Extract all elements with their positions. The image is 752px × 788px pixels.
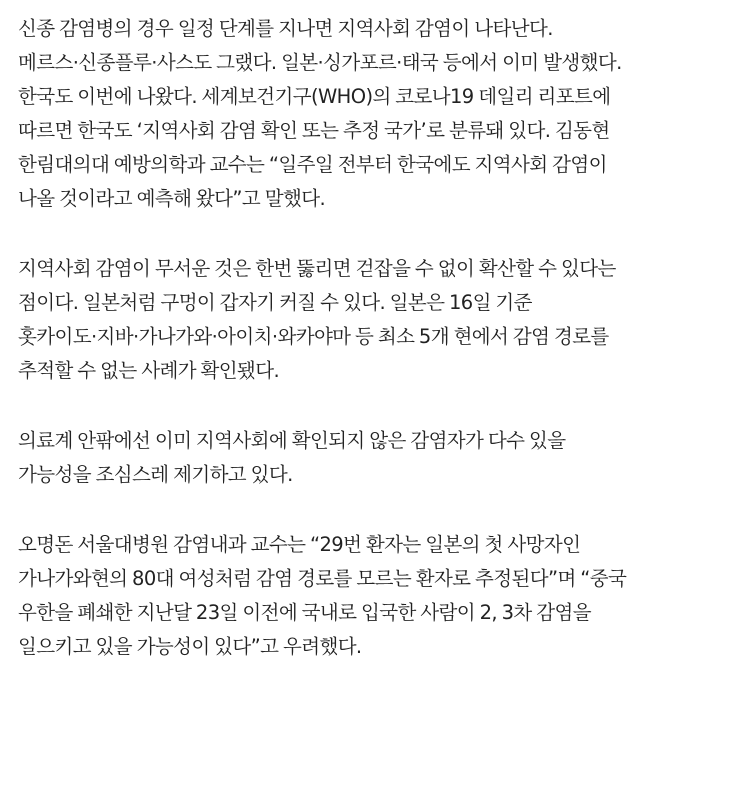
text-line: 추적할 수 없는 사례가 확인됐다. [18, 359, 280, 382]
text-line: 메르스·신종플루·사스도 그랬다. 일본·싱가포르·태국 등에서 이미 발생했다. [18, 51, 622, 74]
text-line: 홋카이도·지바·가나가와·아이치·와카야마 등 최소 5개 현에서 감염 경로를 [18, 325, 609, 348]
paragraph-4 [18, 528, 746, 664]
text-line: 신종 감염병의 경우 일정 단계를 지나면 지역사회 감염이 나타난다. [18, 17, 553, 40]
text-line: 나올 것이라고 예측해 왔다”고 말했다. [18, 187, 326, 210]
text-line: 따르면 한국도 ‘지역사회 감염 확인 또는 추정 국가’로 분류돼 있다. 김동현 [18, 119, 610, 142]
text-line: 지역사회 감염이 무서운 것은 한번 뚫리면 걷잡을 수 없이 확산할 수 있다는 [18, 257, 616, 280]
paragraph-3 [18, 424, 746, 492]
text-line: 의료계 안팎에선 이미 지역사회에 확인되지 않은 감염자가 다수 있을 [18, 429, 566, 452]
text-line: 점이다. 일본처럼 구멍이 갑자기 커질 수 있다. 일본은 16일 기준 [18, 291, 532, 314]
paragraph-1 [18, 12, 746, 216]
text-line: 한국도 이번에 나왔다. 세계보건기구(WHO)의 코로나19 데일리 리포트에 [18, 85, 611, 108]
text-line: 한림대의대 예방의학과 교수는 “일주일 전부터 한국에도 지역사회 감염이 [18, 153, 607, 176]
text-line: 일으키고 있을 가능성이 있다”고 우려했다. [18, 635, 362, 658]
text-line: 우한을 폐쇄한 지난달 23일 이전에 국내로 입국한 사람이 2, 3차 감염을 [18, 601, 591, 624]
paragraph-2 [18, 252, 746, 388]
text-line: 가나가와현의 80대 여성처럼 감염 경로를 모르는 환자로 추정된다”며 “중국 [18, 567, 627, 590]
text-line: 가능성을 조심스레 제기하고 있다. [18, 463, 293, 486]
text-line: 오명돈 서울대병원 감염내과 교수는 “29번 환자는 일본의 첫 사망자인 [18, 533, 581, 556]
article-body [18, 12, 746, 700]
